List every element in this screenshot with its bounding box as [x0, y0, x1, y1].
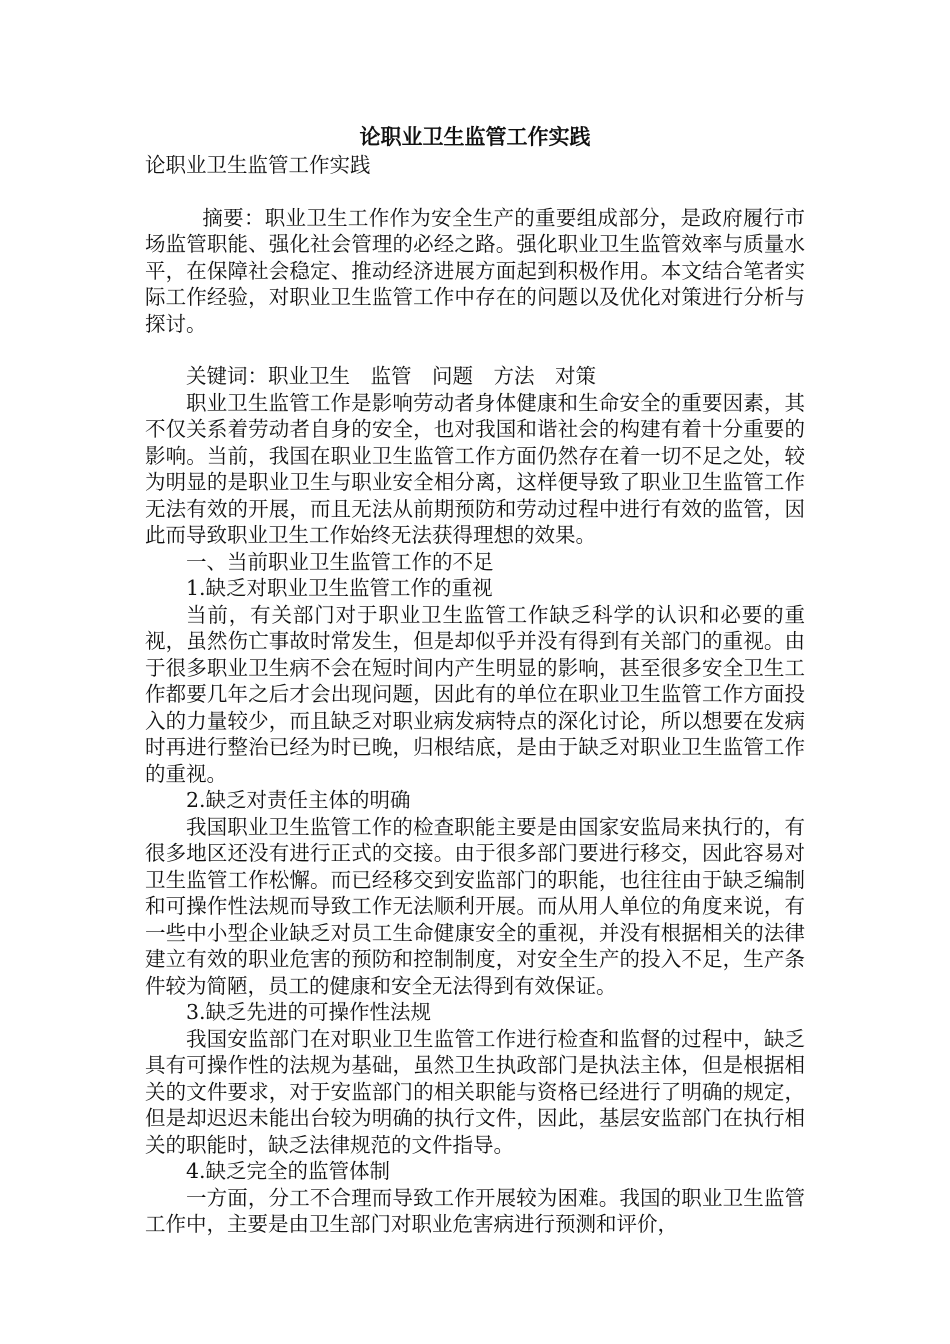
- blank-line: [145, 337, 805, 363]
- document-title: 论职业卫生监管工作实践: [359, 124, 591, 149]
- body-paragraph: 当前，有关部门对于职业卫生监管工作缺乏科学的认识和必要的重视，虽然伤亡事故时常发生，但是却似乎并没有得到有关部门的重视。由于很多职业卫生病不会在短时间内产生明显的影响，甚至很多安全卫生工作都要几年之后才会出现问题，因此有的单位在职业卫生监管工作方面投入的力量较少，而且缺乏对职业病发病特点的深化讨论，所以想要在发病时再进行整治已经为时已晚，归根结底，是由于缺乏对职业卫生监管工作的重视。: [145, 602, 805, 786]
- body-paragraph: 我国安监部门在对职业卫生监管工作进行检查和监督的过程中，缺乏具有可操作性的法规为基础，虽然卫生执政部门是执法主体，但是根据相关的文件要求，对于安监部门的相关职能与资格已经进行了明确的规定，但是却迟迟未能出台较为明确的执行文件，因此，基层安监部门在执行相关的职能时，缺乏法律规范的文件指导。: [145, 1026, 805, 1157]
- keywords-line: 关键词：职业卫生 监管 问题 方法 对策: [186, 364, 596, 388]
- body-paragraph: 我国职业卫生监管工作的检查职能主要是由国家安监局来执行的，有很多地区还没有进行正式的交接。由于很多部门要进行移交，因此容易对卫生监管工作松懈。而已经移交到安监部门的职能，也往往由于缺乏编制和可操作性法规而导致工作无法顺利开展。而从用人单位的角度来说，有一些中小型企业缺乏对员工生命健康安全的重视，并没有根据相关的法律建立有效的职业危害的预防和控制制度，对安全生产的投入不足，生产条件较为简陋，员工的健康和安全无法得到有效保证。: [145, 814, 805, 998]
- intro-paragraph: 职业卫生监管工作是影响劳动者身体健康和生命安全的重要因素，其不仅关系着劳动者自身的安全，也对我国和谐社会的构建有着十分重要的影响。当前，我国在职业卫生监管工作方面仍然存在着一切不足之处，较为明显的是职业卫生与职业安全相分离，这样便导致了职业卫生监管工作无法有效的开展，而且无法从前期预防和劳动过程中进行有效的监管，因此而导致职业卫生工作始终无法获得理想的效果。: [145, 390, 805, 547]
- section-heading: 一、当前职业卫生监管工作的不足: [186, 549, 494, 574]
- subsection-heading: 1.缺乏对职业卫生监管工作的重视: [186, 576, 493, 600]
- blank-line: [145, 179, 805, 205]
- subsection-heading: 4.缺乏完全的监管体制: [186, 1159, 391, 1183]
- subsection-heading: 2.缺乏对责任主体的明确: [186, 788, 411, 812]
- subsection-heading: 3.缺乏先进的可操作性法规: [186, 1000, 432, 1024]
- document-body: [145, 122, 805, 1238]
- abstract-paragraph: 摘要：职业卫生工作作为安全生产的重要组成部分，是政府履行市场监管职能、强化社会管理的必经之路。强化职业卫生监管效率与质量水平，在保障社会稳定、推动经济进展方面起到积极作用。本文结合笔者实际工作经验，对职业卫生监管工作中存在的问题以及优化对策进行分析与探讨。: [145, 205, 805, 336]
- body-paragraph: 一方面，分工不合理而导致工作开展较为困难。我国的职业卫生监管工作中，主要是由卫生部门对职业危害病进行预测和评价，: [145, 1185, 805, 1236]
- document-subtitle: 论职业卫生监管工作实践: [145, 153, 371, 177]
